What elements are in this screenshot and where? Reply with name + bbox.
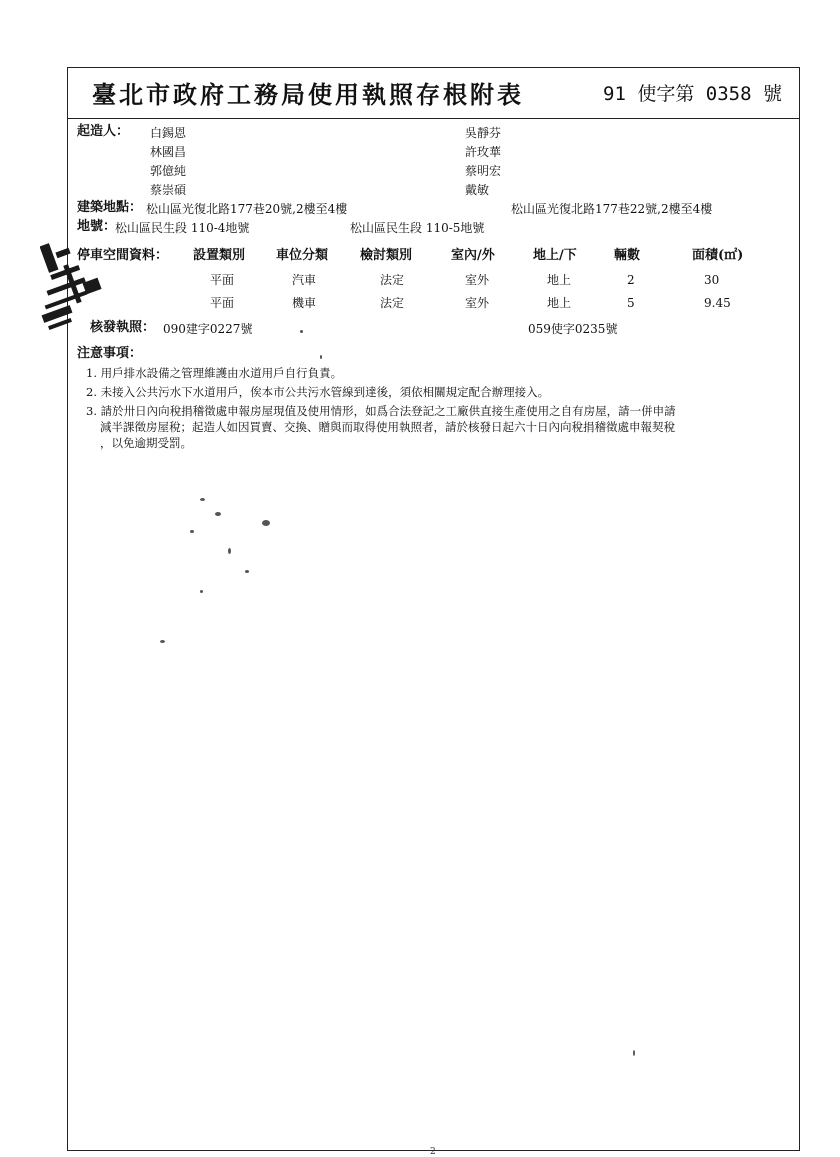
scan-speck (320, 355, 322, 359)
parking-cell: 室外 (465, 273, 490, 287)
lot-value: 松山區民生段 110-5地號 (350, 221, 485, 235)
scan-speck (200, 590, 203, 593)
parking-cell: 30 (704, 273, 720, 287)
parking-cell: 地上 (547, 296, 572, 310)
stamp-mark (40, 240, 110, 340)
parking-cell: 平面 (210, 296, 235, 310)
note-item: 減半課徵房屋稅；起造人如因買賣、交換、贈與而取得使用執照者，請於核發日起六十日內向稅捐稽徵處申報契稅 (100, 420, 675, 434)
builder-name: 吳靜芬 (465, 126, 502, 140)
lot-value: 松山區民生段 110-4地號 (115, 221, 250, 235)
parking-cell: 汽車 (292, 273, 317, 287)
scan-speck (215, 512, 221, 516)
parking-cell: 法定 (380, 296, 405, 310)
parking-header: 檢討類別 (360, 248, 413, 263)
builders-label: 起造人： (77, 124, 130, 139)
lot-label: 地號： (77, 219, 117, 234)
builder-name: 許玫華 (465, 145, 502, 159)
builder-name: 白錫恩 (150, 126, 187, 140)
parking-cell: 室外 (465, 296, 490, 310)
parking-header: 車位分類 (276, 248, 329, 263)
document-title: 臺北市政府工務局使用執照存根附表 (92, 80, 524, 109)
address-value: 松山區光復北路177巷20號,2樓至4樓 (146, 202, 348, 216)
note-item: ，以免逾期受罰。 (100, 436, 192, 450)
parking-header: 面積(㎡) (692, 248, 744, 263)
scan-speck (160, 640, 165, 643)
parking-label: 停車空間資料： (77, 248, 169, 263)
issued-value: 059使字0235號 (528, 322, 618, 336)
builder-name: 戴敏 (465, 183, 490, 197)
parking-header: 設置類別 (193, 248, 246, 263)
parking-header: 地上/下 (533, 248, 577, 263)
builder-name: 郭億純 (150, 164, 187, 178)
page-number: 2 (430, 1147, 436, 1157)
parking-cell: 平面 (210, 273, 235, 287)
issued-value: 090建字0227號 (163, 322, 253, 336)
parking-cell: 9.45 (704, 296, 731, 310)
parking-cell: 地上 (547, 273, 572, 287)
builder-name: 蔡明宏 (465, 164, 502, 178)
parking-cell: 5 (627, 296, 635, 310)
permit-number: 91 使字第 0358 號 (603, 83, 782, 105)
builder-name: 蔡崇碩 (150, 183, 187, 197)
scan-speck (245, 570, 249, 573)
parking-cell: 法定 (380, 273, 405, 287)
parking-header: 輛數 (614, 248, 641, 263)
parking-cell: 機車 (292, 296, 317, 310)
scan-speck (200, 498, 205, 501)
scan-speck (300, 330, 303, 333)
notes-label: 注意事項： (77, 346, 143, 361)
scan-speck (633, 1050, 635, 1056)
scan-speck (228, 548, 231, 554)
parking-header: 室內/外 (451, 248, 495, 263)
address-label: 建築地點： (77, 200, 143, 215)
issued-label: 核發執照： (90, 320, 156, 335)
scan-speck (190, 530, 194, 533)
builder-name: 林國昌 (150, 145, 187, 159)
parking-cell: 2 (627, 273, 635, 287)
address-value: 松山區光復北路177巷22號,2樓至4樓 (511, 202, 713, 216)
note-item: 2. 未接入公共污水下水道用戶，俟本市公共污水管線到達後，須依相關規定配合辦理接入。 (86, 385, 550, 399)
note-item: 3. 請於卅日內向稅捐稽徵處申報房屋現值及使用情形，如爲合法登記之工廠供直接生產使用之自有房屋，請一併申請 (86, 404, 676, 418)
scan-speck (262, 520, 270, 526)
note-item: 1. 用戶排水設備之管理維護由水道用戶自行負責。 (86, 366, 343, 380)
